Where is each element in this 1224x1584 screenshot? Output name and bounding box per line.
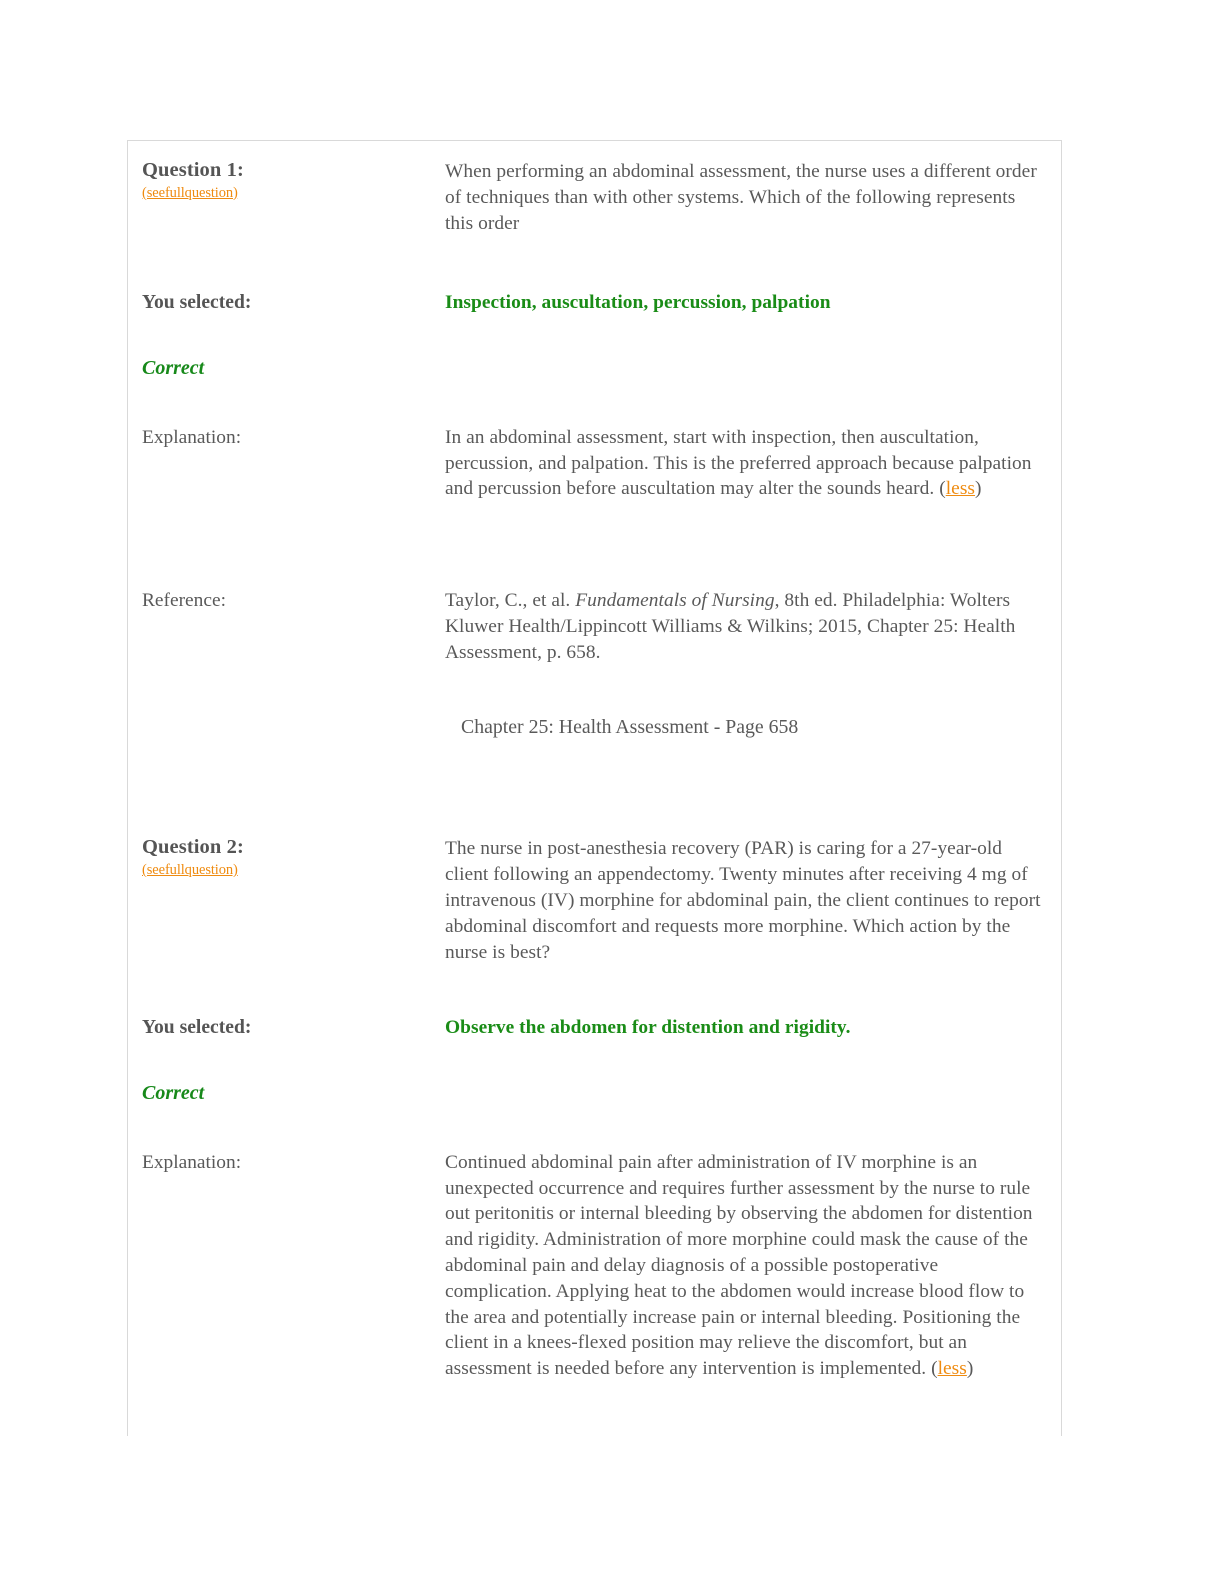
reference-suffix-1: , 8th ed. Philadelphia: Wolters Kluwer Health/Lippincott Williams & Wilkins; 2015, Chapter 25: Health Assessment, p. 658.: [445, 590, 1016, 663]
question-1-result-row: [142, 356, 1047, 380]
reference-prefix-1: Taylor, C., et al.: [445, 590, 576, 612]
question-1-text-col: [445, 159, 1047, 236]
explanation-label-1: Explanation:: [142, 426, 242, 448]
status-badge-2: Correct: [142, 1081, 205, 1104]
chapter-reference-line-1: Chapter 25: Health Assessment - Page 658: [461, 715, 799, 738]
see-full-question-link-1[interactable]: (seefullquestion): [142, 184, 238, 201]
question-1-result-col: [142, 356, 445, 380]
question-2-result-row: [142, 1081, 1047, 1105]
question-1-reference-label-col: [142, 588, 445, 613]
status-badge-1: Correct: [142, 356, 205, 379]
question-2-selected-answer-col: [445, 1015, 1047, 1040]
reference-title-1: Fundamentals of Nursing: [575, 590, 775, 612]
question-1-selected-answer-col: [445, 290, 1047, 315]
spacer: [142, 1105, 1047, 1150]
selected-answer-1: Inspection, auscultation, percussion, palpation: [445, 292, 831, 314]
you-selected-label-1: You selected:: [142, 292, 252, 314]
selected-answer-2: Observe the abdomen for distention and rigidity.: [445, 1017, 851, 1039]
question-2-result-col: [142, 1081, 445, 1105]
see-full-question-link-2[interactable]: (seefullquestion): [142, 862, 238, 879]
question-2-label-col: [142, 836, 445, 879]
question-1-selected-label-col: [142, 290, 445, 315]
spacer: [142, 1041, 1047, 1081]
spacer: [142, 236, 1047, 290]
question-1-block: [142, 159, 1047, 236]
spacer: [142, 316, 1047, 356]
explanation-body-1: In an abdominal assessment, start with inspection, then auscultation, percussion, and palpation. This is the preferred approach because palpation and percussion before auscultation may alter the sounds heard. (: [445, 426, 1032, 500]
question-2-text: The nurse in post-anesthesia recovery (PAR) is caring for a 27-year-old client following an appendectomy. Twenty minutes after receiving 4 mg of intravenous (IV) morphine for abdominal pain, the client continues to report abdominal discomfort and requests more morphine. Which action by the nurse is best?: [445, 838, 1041, 963]
question-1-explanation-label-col: [142, 425, 445, 450]
question-2-explanation-text-col: [445, 1150, 1047, 1382]
question-2-block: [142, 836, 1047, 965]
spacer: [142, 740, 1047, 836]
question-2-selected-row: [142, 1015, 1047, 1040]
question-2-explanation-label-col: [142, 1150, 445, 1175]
question-1-text: When performing an abdominal assessment, the nurse uses a different order of techniques than with other systems. Which of the following represents this order: [445, 161, 1037, 234]
question-1-chapter-col: [445, 715, 1047, 741]
explanation-text-1: [445, 425, 1047, 502]
question-1-selected-row: [142, 290, 1047, 315]
question-1-chapter-row: [142, 715, 1047, 741]
question-2-selected-label-col: [142, 1015, 445, 1040]
you-selected-label-2: You selected:: [142, 1017, 252, 1039]
question-1-label-col: [142, 159, 445, 202]
quiz-results-frame: [127, 140, 1062, 1436]
spacer: [142, 380, 1047, 425]
explanation-tail-2: ): [966, 1358, 974, 1380]
question-1-number: Question 1:: [142, 159, 244, 181]
spacer: [142, 666, 1047, 715]
question-1-reference-row: [142, 588, 1047, 665]
explanation-tail-1: ): [975, 478, 982, 500]
spacer: [142, 965, 1047, 1015]
question-1-explanation-row: [142, 425, 1047, 502]
spacer: [142, 502, 1047, 588]
explanation-text-2: [445, 1150, 1047, 1382]
reference-label-1: Reference:: [142, 590, 226, 612]
less-link-1[interactable]: less: [945, 478, 976, 500]
question-2-number: Question 2:: [142, 836, 244, 859]
question-2-explanation-row: [142, 1150, 1047, 1382]
reference-text-1: [445, 588, 1047, 665]
explanation-label-2: Explanation:: [142, 1151, 242, 1173]
question-1-explanation-text-col: [445, 425, 1047, 502]
explanation-body-2: Continued abdominal pain after administration of IV morphine is an unexpected occurrence and requires further assessment by the nurse to rule out peritonitis or internal bleeding by observing the abdomen for distention and rigidity. Administration of more morphine could mask the cause of the abdominal pain and delay diagnosis of a possible postoperative complication. Applying heat to the abdomen would increase blood flow to the area and potentially increase pain or internal bleeding. Positioning the client in a knees-flexed position may relieve the discomfort, but an assessment is needed before any intervention is implemented. (: [445, 1151, 1033, 1380]
less-link-2[interactable]: less: [937, 1358, 967, 1380]
question-1-reference-text-col: [445, 588, 1047, 665]
question-2-text-col: [445, 836, 1047, 965]
